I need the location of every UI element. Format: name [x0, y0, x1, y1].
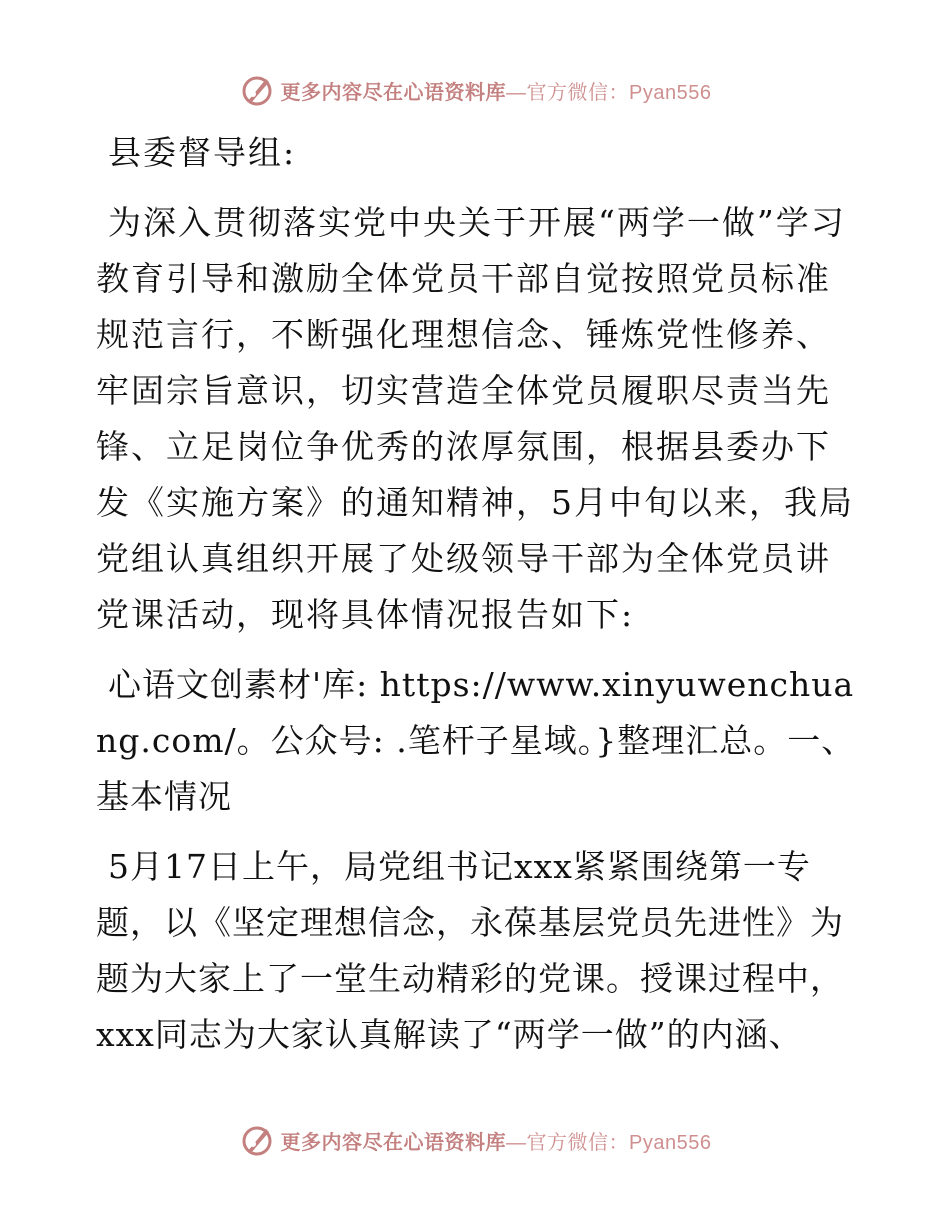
watermark-light-text: —官方微信：Pyan556: [506, 81, 712, 104]
document-body: [96, 125, 856, 1077]
paragraph-intro: 为深入贯彻落实党中央关于开展“两学一做”学习教育引导和激励全体党员干部自觉按照党员标准规范言行，不断强化理想信念、锤炼党性修养、牢固宗旨意识，切实营造全体党员履职尽责当先锋、立足岗位争优秀的浓厚氛围，根据县委办下发《实施方案》的通知精神，5月中旬以来，我局党组认真组织开展了处级领导干部为全体党员讲党课活动，现将具体情况报告如下:: [96, 203, 854, 634]
quill-circle-logo-icon: [239, 1122, 275, 1158]
paragraph-details: 5月17日上午，局党组书记xxx紧紧围绕第一专题，以《坚定理想信念，永葆基层党员先进性》为题为大家上了一堂生动精彩的党课。授课过程中，xxx同志为大家认真解读了“两学一做”的内涵、: [96, 847, 844, 1054]
watermark-banner-top: [0, 70, 950, 110]
watermark-text: [281, 1126, 712, 1155]
salutation: 县委督导组:: [108, 133, 297, 172]
paragraph-source-note: 心语文创素材'库: https://www.xinyuwenchuang.com/。公众号: .笔杆子星域。}整理汇总。一、基本情况: [96, 665, 856, 816]
watermark-light-text: —官方微信：Pyan556: [506, 1131, 712, 1154]
quill-circle-logo-icon: [239, 72, 275, 108]
watermark-bold-text: 更多内容尽在心语资料库: [280, 1131, 507, 1154]
watermark-text: [281, 76, 712, 105]
watermark-banner-bottom: [0, 1120, 950, 1160]
watermark-bold-text: 更多内容尽在心语资料库: [280, 81, 507, 104]
